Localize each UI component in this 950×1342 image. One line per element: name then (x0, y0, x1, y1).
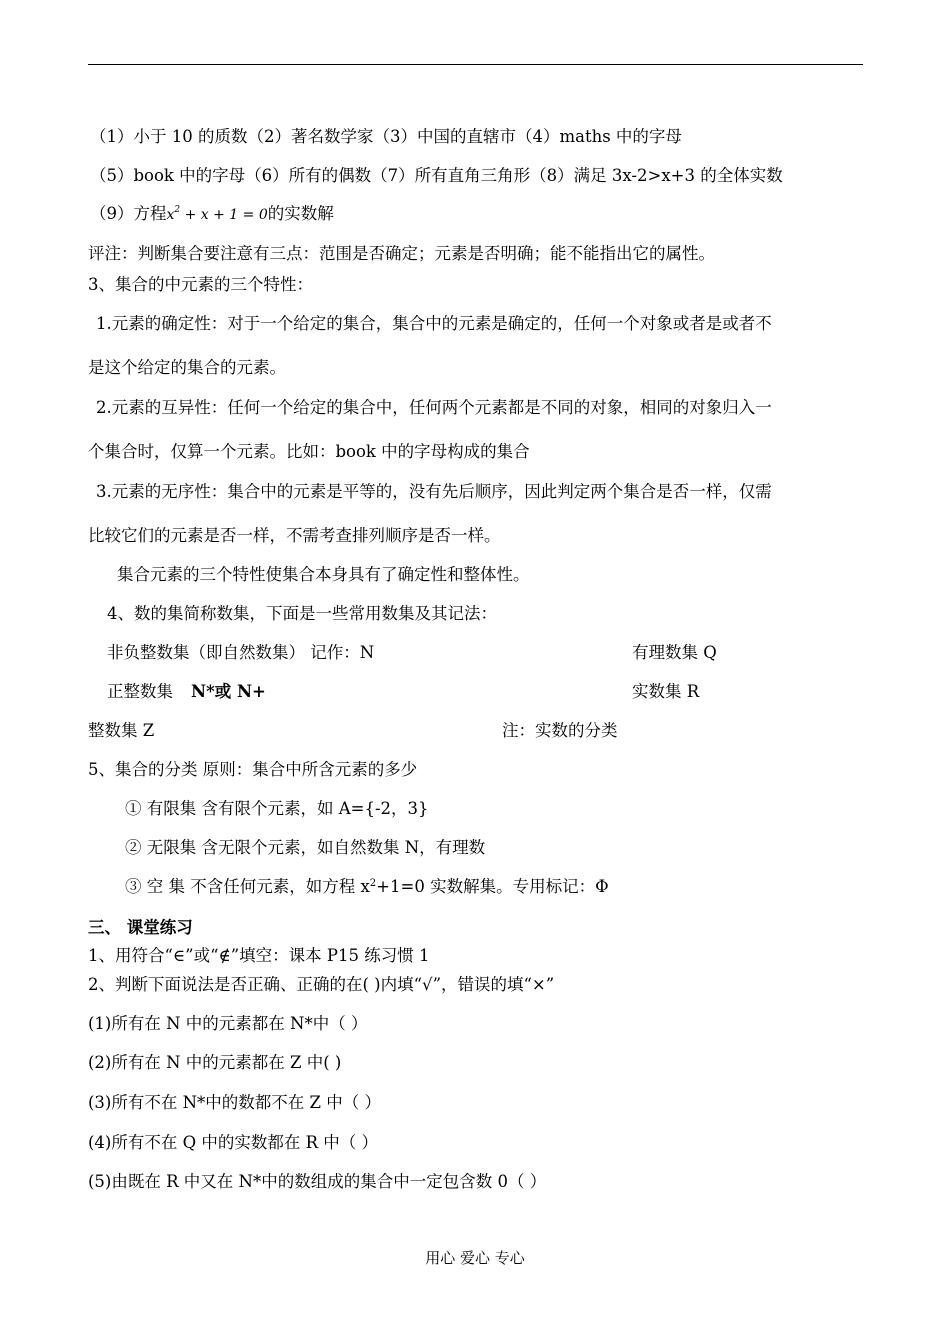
examples-line-2: （5）book 中的字母（6）所有的偶数（7）所有直角三角形（8）满足 3x-2>x+3 的全体实数 (90, 166, 783, 185)
judgement-item-1: (1)所有在 N 中的元素都在 N*中（ ） (88, 1014, 368, 1033)
finite-set: ① 有限集 含有限个元素，如 A={-2，3} (125, 799, 429, 818)
judgement-item-5: (5)由既在 R 中又在 N*中的数组成的集合中一定包含数 0（ ） (88, 1172, 547, 1191)
integers: 整数集 Z (88, 721, 155, 740)
property-2-line-1: 2.元素的互异性：任何一个给定的集合中，任何两个元素都是不同的对象，相同的对象归入一 (96, 398, 772, 417)
examples-line-3-suffix: 的实数解 (267, 204, 334, 223)
empty-set-prefix: ③ 空 集 不含任何元素，如方程 x (125, 877, 370, 896)
practice-question-1: 1、用符合“∈”或“∉”填空：课本 P15 练习惯 1 (88, 946, 430, 965)
examples-line-3 (90, 203, 334, 226)
header-rule (88, 64, 863, 65)
section3-heading: 3、集合的中元素的三个特性： (88, 275, 313, 294)
empty-set-exponent: 2 (369, 878, 377, 889)
section4-heading: 4、数的集简称数集，下面是一些常用数集及其记法： (107, 604, 497, 623)
property-3-line-1: 3.元素的无序性：集合中的元素是平等的，没有先后顺序，因此判定两个集合是否一样，仅需 (96, 482, 772, 501)
property-1-line-1: 1.元素的确定性：对于一个给定的集合，集合中的元素是确定的，任何一个对象或者是或者不 (96, 314, 772, 333)
nonnegative-integers: 非负整数集（即自然数集） 记作：N (107, 643, 375, 662)
judgement-item-2: (2)所有在 N 中的元素都在 Z 中( ) (88, 1053, 342, 1072)
real-classification-note: 注：实数的分类 (502, 721, 618, 740)
empty-set-suffix: +1=0 实数解集。专用标记：Φ (376, 877, 609, 896)
equation-x: x (166, 207, 175, 223)
empty-set (125, 876, 609, 898)
equation (167, 207, 268, 223)
positive-integers (107, 681, 266, 703)
real-numbers: 实数集 R (632, 682, 700, 701)
judgement-item-3: (3)所有不在 N*中的数都不在 Z 中（ ） (88, 1093, 382, 1112)
page-footer: 用心 爱心 专心 (425, 1249, 525, 1267)
property-2-line-2: 个集合时，仅算一个元素。比如：book 中的字母构成的集合 (88, 442, 530, 461)
property-1-line-2: 是这个给定的集合的元素。 (88, 358, 286, 377)
practice-question-2: 2、判断下面说法是否正确、正确的在( )内填“√”，错误的填“×” (88, 975, 555, 994)
equation-exponent: 2 (174, 205, 181, 215)
examples-line-3-prefix: （9）方程 (90, 204, 167, 223)
rational-numbers: 有理数集 Q (632, 643, 717, 662)
comment: 评注：判断集合要注意有三点：范围是否确定；元素是否明确；能不能指出它的属性。 (88, 244, 715, 263)
examples-line-1: （1）小于 10 的质数（2）著名数学家（3）中国的直辖市（4）maths 中的字母 (90, 127, 682, 146)
properties-summary: 集合元素的三个特性使集合本身具有了确定性和整体性。 (117, 565, 530, 584)
property-3-line-2: 比较它们的元素是否一样，不需考查排列顺序是否一样。 (88, 526, 501, 545)
positive-integers-symbol: N*或 N+ (191, 682, 266, 701)
section5-heading: 5、集合的分类 原则：集合中所含元素的多少 (88, 760, 418, 779)
practice-heading: 三、 课堂练习 (88, 918, 193, 937)
infinite-set: ② 无限集 含无限个元素，如自然数集 N，有理数 (125, 838, 486, 857)
equation-rest: + x + 1 = 0 (180, 207, 268, 223)
positive-integers-label: 正整数集 (107, 682, 173, 701)
judgement-item-4: (4)所有不在 Q 中的实数都在 R 中（ ） (88, 1133, 379, 1152)
